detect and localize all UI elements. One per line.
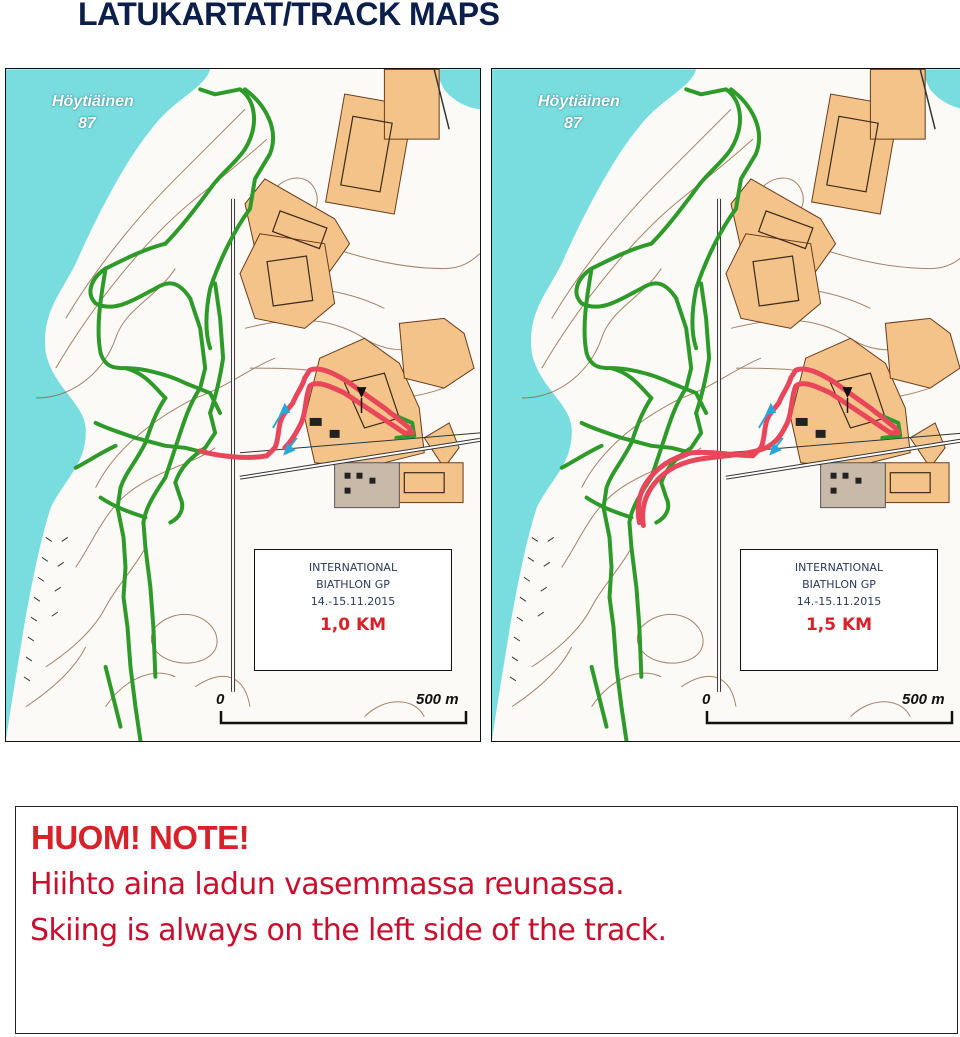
scale-end-label: 500 m	[416, 691, 459, 708]
place-label	[538, 91, 620, 135]
info-line-event: INTERNATIONAL	[794, 561, 884, 574]
info-line-competition: BIATHLON GP	[316, 578, 390, 591]
info-line-dates: 14.-15.11.2015	[310, 595, 396, 608]
page-title: LATUKARTAT/TRACK MAPS	[78, 0, 500, 32]
parking-area	[821, 463, 886, 508]
scale-end-label: 500 m	[902, 691, 945, 708]
info-line-dates: 14.-15.11.2015	[796, 595, 882, 608]
track-map-1-5km	[491, 68, 960, 742]
track-distance: 1,0 KM	[319, 615, 387, 635]
track-map-1km	[5, 68, 481, 742]
note-line-english: Skiing is always on the left side of the track.	[30, 913, 667, 948]
scale-start-label: 0	[702, 691, 711, 708]
note-box	[15, 806, 958, 1034]
note-title: HUOM! NOTE!	[31, 819, 250, 856]
info-line-event: INTERNATIONAL	[308, 561, 398, 574]
event-info-box	[740, 549, 938, 671]
place-name: Höytiäinen	[52, 93, 134, 110]
scale-start-label: 0	[216, 691, 225, 708]
scale-bar-line	[6, 697, 481, 742]
event-info-box	[254, 549, 452, 671]
place-label	[52, 91, 134, 135]
info-line-competition: BIATHLON GP	[802, 578, 876, 591]
scale-bar	[6, 691, 481, 742]
place-elevation: 87	[564, 115, 582, 132]
note-line-finnish: Hiihto aina ladun vasemmassa reunassa.	[30, 867, 625, 902]
scale-bar-line	[492, 697, 960, 742]
scale-bar	[492, 691, 960, 742]
track-distance: 1,5 KM	[805, 615, 873, 635]
parking-area	[335, 463, 400, 508]
place-elevation: 87	[78, 115, 96, 132]
place-name: Höytiäinen	[538, 93, 620, 110]
